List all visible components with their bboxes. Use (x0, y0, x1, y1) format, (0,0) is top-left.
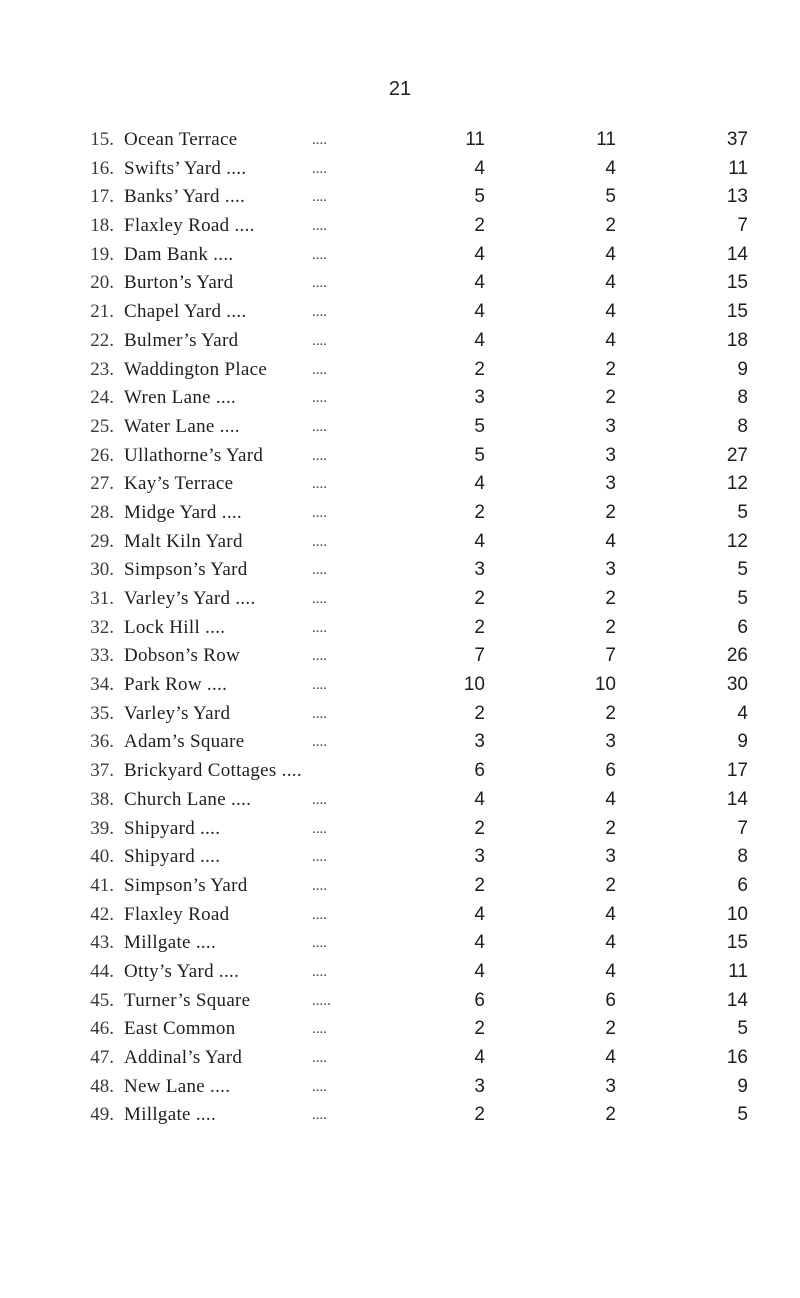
street-name: Ullathorne’s Yard (124, 444, 264, 466)
street-name: Flaxley Road .... (124, 215, 255, 237)
street-name: Shipyard .... (124, 817, 221, 839)
leader-dots: .... (312, 1021, 327, 1038)
value-col-3: 12 (726, 530, 748, 552)
street-name: Waddington Place (124, 358, 268, 380)
street-name: Adam’s Square (124, 731, 245, 753)
leader-dots: .... (312, 418, 327, 435)
value-col-2: 4 (605, 243, 616, 265)
value-col-3: 15 (726, 301, 748, 323)
street-name: Park Row .... (124, 674, 228, 696)
value-col-2: 4 (605, 530, 616, 552)
value-col-2: 11 (596, 129, 616, 150)
value-col-2: 5 (605, 186, 616, 208)
value-col-1: 4 (474, 329, 485, 351)
value-col-2: 4 (605, 903, 616, 925)
value-col-1: 2 (474, 1104, 485, 1126)
value-col-2: 3 (605, 846, 616, 868)
value-col-1: 2 (474, 702, 485, 724)
row-number: 28. (90, 501, 114, 523)
value-col-2: 2 (605, 702, 616, 724)
row-number: 23. (90, 358, 114, 380)
table-body (0, 126, 800, 1130)
street-name: Millgate .... (124, 932, 217, 954)
street-name: New Lane .... (124, 1075, 231, 1097)
value-col-3: 5 (737, 501, 748, 523)
street-name: Turner’s Square (124, 989, 251, 1011)
street-name: Dobson’s Row (124, 645, 241, 667)
value-col-1: 2 (474, 616, 485, 638)
value-col-3: 30 (726, 674, 748, 696)
table-row (0, 241, 800, 270)
value-col-3: 9 (737, 358, 748, 380)
value-col-3: 16 (726, 1047, 748, 1068)
value-col-2: 3 (605, 1075, 616, 1097)
street-name: Flaxley Road (124, 903, 230, 925)
row-number: 48. (90, 1075, 114, 1097)
table-row (0, 1015, 800, 1044)
row-number: 35. (90, 702, 114, 724)
value-col-3: 14 (726, 788, 748, 810)
leader-dots: .... (312, 877, 327, 894)
street-name: Addinal’s Yard (124, 1047, 243, 1068)
row-number: 37. (90, 760, 114, 782)
value-col-2: 2 (605, 387, 616, 409)
leader-dots: .... (312, 160, 327, 177)
value-col-3: 4 (737, 702, 748, 724)
value-col-2: 10 (594, 674, 616, 696)
street-name: Kay’s Terrace (124, 473, 234, 495)
value-col-2: 4 (605, 932, 616, 954)
value-col-1: 5 (474, 415, 485, 437)
row-number: 43. (90, 932, 114, 954)
value-col-1: 3 (474, 387, 485, 409)
value-col-3: 15 (726, 272, 748, 294)
table-row (0, 442, 800, 471)
value-col-1: 2 (474, 874, 485, 896)
value-col-2: 2 (605, 588, 616, 609)
value-col-1: 4 (474, 272, 485, 294)
value-col-3: 11 (728, 157, 748, 179)
table-row (0, 126, 800, 155)
row-number: 26. (90, 444, 114, 466)
value-col-3: 11 (728, 960, 748, 982)
leader-dots: .... (312, 591, 327, 607)
row-number: 19. (90, 243, 114, 265)
row-number: 24. (90, 387, 114, 409)
value-col-3: 26 (726, 645, 748, 667)
row-number: 49. (90, 1104, 114, 1126)
value-col-1: 5 (474, 444, 485, 466)
leader-dots: .... (312, 246, 327, 263)
page-number: 21 (388, 78, 412, 100)
value-col-1: 3 (474, 1075, 485, 1097)
value-col-2: 6 (605, 989, 616, 1011)
row-number: 20. (90, 272, 114, 294)
leader-dots: ..... (312, 992, 331, 1009)
value-col-3: 9 (737, 1075, 748, 1097)
row-number: 27. (90, 473, 114, 495)
value-col-3: 8 (737, 846, 748, 868)
value-col-1: 4 (474, 473, 485, 495)
row-number: 31. (90, 588, 114, 609)
value-col-3: 7 (737, 215, 748, 237)
value-col-2: 7 (605, 645, 616, 667)
table-row (0, 671, 800, 700)
row-number: 15. (90, 129, 114, 150)
value-col-3: 18 (726, 329, 748, 351)
street-name: Simpson’s Yard (124, 874, 248, 896)
value-col-2: 4 (605, 329, 616, 351)
street-name: East Common (124, 1018, 236, 1040)
value-col-2: 2 (605, 874, 616, 896)
value-col-2: 3 (605, 731, 616, 753)
table-row (0, 356, 800, 385)
value-col-3: 8 (737, 387, 748, 409)
value-col-1: 4 (474, 903, 485, 925)
leader-dots: .... (312, 132, 327, 148)
table-row (0, 269, 800, 298)
value-col-1: 7 (474, 645, 485, 667)
street-name: Millgate .... (124, 1104, 217, 1126)
row-number: 42. (90, 903, 114, 925)
table-row (0, 585, 800, 614)
table-row (0, 155, 800, 184)
table-row (0, 1073, 800, 1102)
leader-dots: .... (312, 476, 327, 493)
leader-dots: .... (312, 619, 327, 636)
street-name: Shipyard .... (124, 846, 221, 868)
street-name: Simpson’s Yard (124, 559, 248, 581)
table-row (0, 470, 800, 499)
value-col-1: 4 (474, 932, 485, 954)
leader-dots: .... (312, 791, 327, 808)
value-col-3: 10 (726, 903, 748, 925)
value-col-2: 3 (605, 559, 616, 581)
value-col-3: 13 (726, 186, 748, 208)
table-row (0, 327, 800, 356)
table-row (0, 987, 800, 1016)
value-col-3: 5 (737, 559, 748, 581)
table-row (0, 815, 800, 844)
row-number: 46. (90, 1018, 114, 1040)
leader-dots: .... (312, 218, 327, 235)
value-col-1: 2 (474, 215, 485, 237)
value-col-3: 9 (737, 731, 748, 753)
value-col-1: 2 (474, 1018, 485, 1040)
value-col-1: 3 (474, 846, 485, 868)
row-number: 38. (90, 788, 114, 810)
value-col-2: 4 (605, 960, 616, 982)
value-col-2: 2 (605, 817, 616, 839)
value-col-3: 27 (726, 444, 748, 466)
value-col-2: 4 (605, 1047, 616, 1068)
leader-dots: .... (312, 648, 327, 665)
street-name: Wren Lane .... (124, 387, 237, 409)
row-number: 16. (90, 157, 114, 179)
value-col-2: 2 (605, 358, 616, 380)
value-col-3: 5 (737, 588, 748, 609)
leader-dots: .... (312, 447, 327, 464)
value-col-3: 14 (726, 243, 748, 265)
street-name: Varley’s Yard .... (124, 588, 256, 609)
street-name: Bulmer’s Yard (124, 329, 239, 351)
value-col-1: 11 (465, 129, 485, 150)
row-number: 47. (90, 1047, 114, 1068)
table-row (0, 556, 800, 585)
street-name: Lock Hill .... (124, 616, 226, 638)
leader-dots: .... (312, 1050, 327, 1066)
leader-dots: .... (312, 189, 327, 206)
value-col-3: 8 (737, 415, 748, 437)
street-name: Dam Bank .... (124, 243, 234, 265)
street-name: Brickyard Cottages .... (124, 760, 302, 782)
leader-dots: .... (312, 1078, 327, 1095)
table-row (0, 183, 800, 212)
table-row (0, 700, 800, 729)
table-row (0, 757, 800, 786)
street-name: Malt Kiln Yard (124, 530, 243, 552)
value-col-3: 15 (726, 932, 748, 954)
value-col-2: 2 (605, 501, 616, 523)
row-number: 44. (90, 960, 114, 982)
row-number: 25. (90, 415, 114, 437)
row-number: 34. (90, 674, 114, 696)
value-col-1: 4 (474, 301, 485, 323)
value-col-2: 3 (605, 444, 616, 466)
table-row (0, 958, 800, 987)
row-number: 17. (90, 186, 114, 208)
value-col-2: 4 (605, 788, 616, 810)
street-name: Church Lane .... (124, 788, 252, 810)
value-col-2: 3 (605, 473, 616, 495)
table-row (0, 901, 800, 930)
street-name: Swifts’ Yard .... (124, 157, 247, 179)
street-name: Water Lane .... (124, 415, 240, 437)
street-name: Midge Yard .... (124, 501, 242, 523)
value-col-1: 4 (474, 243, 485, 265)
leader-dots: .... (312, 275, 327, 292)
table-row (0, 786, 800, 815)
row-number: 33. (90, 645, 114, 667)
table-row (0, 384, 800, 413)
value-col-2: 2 (605, 1104, 616, 1126)
leader-dots: .... (312, 361, 327, 378)
table-row (0, 843, 800, 872)
value-col-1: 3 (474, 559, 485, 581)
row-number: 22. (90, 329, 114, 351)
street-name: Burton’s Yard (124, 272, 234, 294)
street-name: Ocean Terrace (124, 129, 238, 150)
value-col-3: 5 (737, 1018, 748, 1040)
value-col-1: 5 (474, 186, 485, 208)
table-row (0, 528, 800, 557)
leader-dots: .... (312, 504, 327, 521)
row-number: 30. (90, 559, 114, 581)
value-col-3: 17 (726, 760, 748, 782)
value-col-3: 5 (737, 1104, 748, 1126)
value-col-1: 2 (474, 817, 485, 839)
table-row (0, 1101, 800, 1130)
leader-dots: .... (312, 533, 327, 550)
leader-dots: .... (312, 820, 327, 837)
row-number: 29. (90, 530, 114, 552)
value-col-1: 6 (474, 760, 485, 782)
value-col-3: 12 (726, 473, 748, 495)
street-name: Banks’ Yard .... (124, 186, 246, 208)
value-col-3: 6 (737, 874, 748, 896)
value-col-3: 37 (726, 129, 748, 150)
value-col-2: 4 (605, 301, 616, 323)
table-row (0, 298, 800, 327)
leader-dots: .... (312, 734, 327, 751)
leader-dots: .... (312, 705, 327, 722)
value-col-3: 7 (737, 817, 748, 839)
leader-dots: .... (312, 906, 327, 923)
leader-dots: .... (312, 390, 327, 407)
row-number: 32. (90, 616, 114, 638)
value-col-2: 6 (605, 760, 616, 782)
table-row (0, 614, 800, 643)
row-number: 39. (90, 817, 114, 839)
value-col-1: 2 (474, 588, 485, 609)
row-number: 18. (90, 215, 114, 237)
leader-dots: .... (312, 677, 327, 694)
street-name: Chapel Yard .... (124, 301, 247, 323)
leader-dots: .... (312, 332, 327, 349)
table-row (0, 728, 800, 757)
street-name: Otty’s Yard .... (124, 960, 240, 982)
value-col-2: 4 (605, 272, 616, 294)
row-number: 41. (90, 874, 114, 896)
value-col-1: 2 (474, 358, 485, 380)
row-number: 21. (90, 301, 114, 323)
leader-dots: .... (312, 304, 327, 321)
leader-dots: .... (312, 963, 327, 980)
value-col-2: 2 (605, 616, 616, 638)
value-col-1: 4 (474, 157, 485, 179)
value-col-1: 4 (474, 788, 485, 810)
value-col-3: 6 (737, 616, 748, 638)
value-col-3: 14 (726, 989, 748, 1011)
value-col-2: 4 (605, 157, 616, 179)
leader-dots: .... (312, 1107, 327, 1124)
leader-dots: .... (312, 935, 327, 952)
table-row (0, 1044, 800, 1073)
table-row (0, 499, 800, 528)
table-row (0, 212, 800, 241)
leader-dots: .... (312, 562, 327, 579)
value-col-1: 4 (474, 530, 485, 552)
leader-dots: .... (312, 849, 327, 866)
value-col-2: 2 (605, 215, 616, 237)
value-col-1: 4 (474, 960, 485, 982)
table-row (0, 413, 800, 442)
value-col-1: 10 (463, 674, 485, 696)
row-number: 45. (90, 989, 114, 1011)
value-col-2: 3 (605, 415, 616, 437)
table-row (0, 872, 800, 901)
table-row (0, 642, 800, 671)
row-number: 36. (90, 731, 114, 753)
value-col-1: 3 (474, 731, 485, 753)
value-col-2: 2 (605, 1018, 616, 1040)
table-row (0, 929, 800, 958)
value-col-1: 6 (474, 989, 485, 1011)
row-number: 40. (90, 846, 114, 868)
value-col-1: 2 (474, 501, 485, 523)
value-col-1: 4 (474, 1047, 485, 1068)
street-name: Varley’s Yard (124, 702, 231, 724)
